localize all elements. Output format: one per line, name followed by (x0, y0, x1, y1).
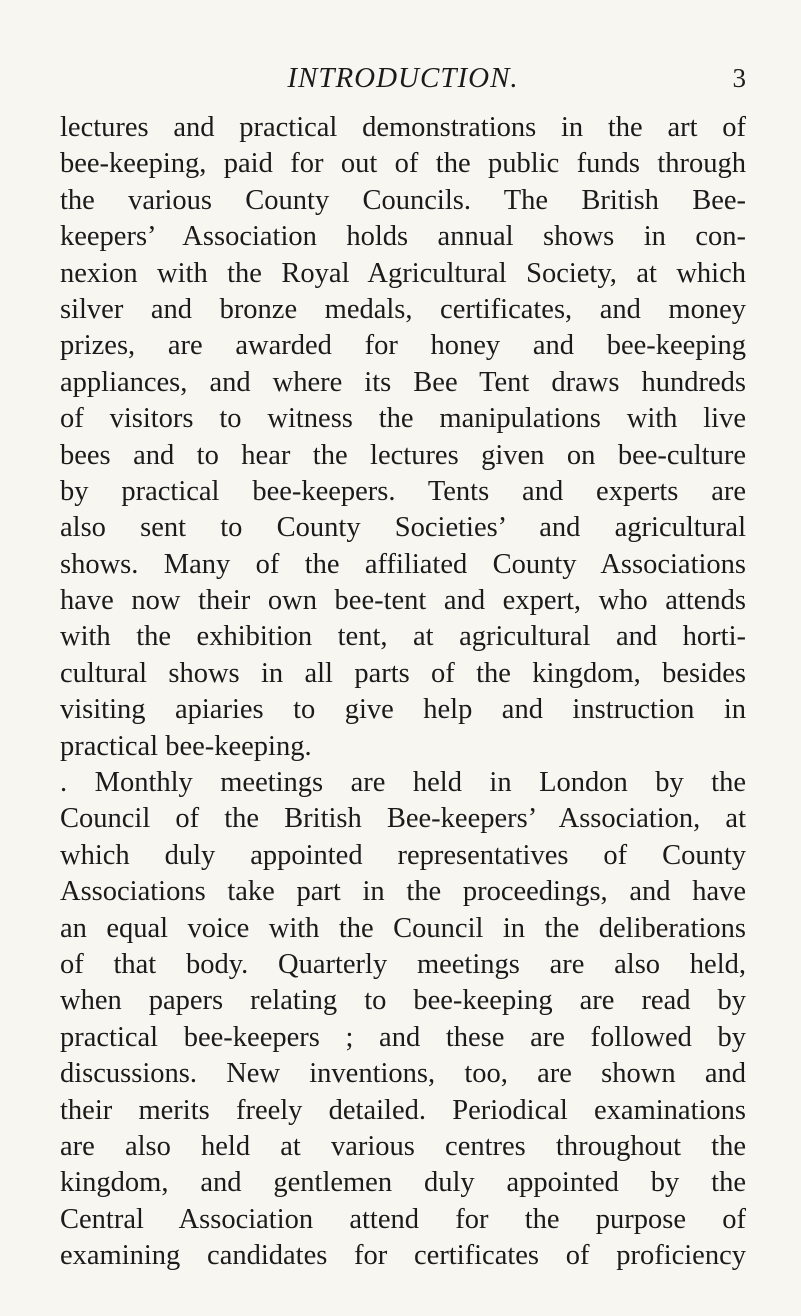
text-line: visiting apiaries to give help and instruction in (60, 694, 746, 726)
text-line: silver and bronze medals, certificates, and money (60, 293, 746, 325)
text-line: an equal voice with the Council in the deliberations (60, 912, 746, 944)
text-line: practical bee-keepers ; and these are followed by (60, 1021, 746, 1053)
page-number: 3 (732, 63, 746, 93)
text-line: Central Association attend for the purpose of (60, 1203, 746, 1235)
text-line: of visitors to witness the manipulations with live (60, 403, 746, 435)
text-line: Council of the British Bee-keepers’ Association, at (60, 803, 746, 835)
text-line: keepers’ Association holds annual shows in con- (60, 221, 746, 253)
text-line: of that body. Quarterly meetings are also held, (60, 948, 746, 980)
text-line: with the exhibition tent, at agricultural and horti- (60, 621, 746, 653)
running-title: INTRODUCTION. (287, 62, 519, 94)
text-line: appliances, and where its Bee Tent draws hundreds (60, 366, 746, 398)
text-line: lectures and practical demonstrations in the art of (60, 112, 746, 143)
text-line: prizes, are awarded for honey and bee-keeping (60, 330, 746, 362)
text-line: have now their own bee-tent and expert, who attends (60, 585, 746, 617)
text-line: examining candidates for certificates of proficiency (60, 1240, 746, 1272)
text-line: cultural shows in all parts of the kingdom, besides (60, 657, 746, 689)
text-line: also sent to County Societies’ and agricultural (60, 512, 746, 544)
text-line: . Monthly meetings are held in London by the (60, 767, 746, 799)
text-line: their merits freely detailed. Periodical examinations (60, 1094, 746, 1126)
text-line: Associations take part in the proceedings, and have (60, 876, 746, 908)
text-line: bees and to hear the lectures given on bee-culture (60, 439, 746, 471)
text-line: by practical bee-keepers. Tents and experts are (60, 475, 746, 507)
running-head (60, 58, 746, 98)
text-line: discussions. New inventions, too, are shown and (60, 1058, 746, 1090)
body-text (60, 110, 746, 1275)
text-line: which duly appointed representatives of County (60, 839, 746, 871)
text-line: kingdom, and gentlemen duly appointed by the (60, 1167, 746, 1199)
text-line: are also held at various centres throughout the (60, 1130, 746, 1162)
paragraph-end-line: practical bee-keeping. (60, 730, 312, 762)
text-line: shows. Many of the affiliated County Associations (60, 548, 746, 580)
text-line: the various County Councils. The British Bee- (60, 184, 746, 216)
text-line: bee-keeping, paid for out of the public funds through (60, 148, 746, 180)
text-line: when papers relating to bee-keeping are read by (60, 985, 746, 1017)
text-line: nexion with the Royal Agricultural Society, at which (60, 257, 746, 289)
